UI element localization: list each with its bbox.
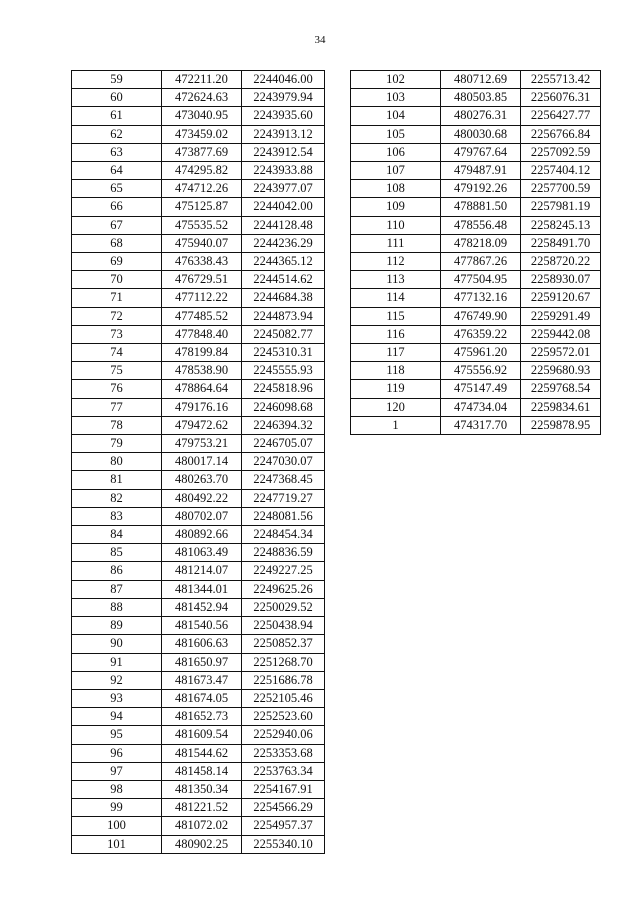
point-number-cell: 63	[72, 143, 162, 161]
table-row	[351, 107, 601, 125]
point-number-cell: 91	[72, 653, 162, 671]
x-coordinate-cell: 481544.62	[162, 744, 242, 762]
table-row	[72, 234, 325, 252]
x-coordinate-cell: 481652.73	[162, 708, 242, 726]
y-coordinate-cell: 2256766.84	[521, 125, 601, 143]
point-number-cell: 85	[72, 544, 162, 562]
x-coordinate-cell: 481650.97	[162, 653, 242, 671]
y-coordinate-cell: 2249227.25	[242, 562, 325, 580]
point-number-cell: 59	[72, 71, 162, 89]
table-row	[72, 216, 325, 234]
y-coordinate-cell: 2258491.70	[521, 234, 601, 252]
point-number-cell: 70	[72, 271, 162, 289]
table-row	[72, 507, 325, 525]
y-coordinate-cell: 2259120.67	[521, 289, 601, 307]
x-coordinate-cell: 475535.52	[162, 216, 242, 234]
y-coordinate-cell: 2256427.77	[521, 107, 601, 125]
y-coordinate-cell: 2259768.54	[521, 380, 601, 398]
y-coordinate-cell: 2251686.78	[242, 671, 325, 689]
y-coordinate-cell: 2244514.62	[242, 271, 325, 289]
x-coordinate-cell: 480492.22	[162, 489, 242, 507]
y-coordinate-cell: 2244236.29	[242, 234, 325, 252]
table-row	[72, 471, 325, 489]
point-number-cell: 96	[72, 744, 162, 762]
table-row	[351, 271, 601, 289]
point-number-cell: 118	[351, 362, 441, 380]
table-row	[72, 617, 325, 635]
y-coordinate-cell: 2258245.13	[521, 216, 601, 234]
y-coordinate-cell: 2244042.00	[242, 198, 325, 216]
y-coordinate-cell: 2259680.93	[521, 362, 601, 380]
x-coordinate-cell: 481350.34	[162, 780, 242, 798]
x-coordinate-cell: 478864.64	[162, 380, 242, 398]
x-coordinate-cell: 481540.56	[162, 617, 242, 635]
y-coordinate-cell: 2252105.46	[242, 689, 325, 707]
x-coordinate-cell: 479472.62	[162, 416, 242, 434]
x-coordinate-cell: 480276.31	[441, 107, 521, 125]
table-row	[72, 544, 325, 562]
point-number-cell: 60	[72, 89, 162, 107]
table-row	[351, 398, 601, 416]
point-number-cell: 103	[351, 89, 441, 107]
x-coordinate-cell: 477485.52	[162, 307, 242, 325]
table-row	[351, 416, 601, 434]
x-coordinate-cell: 472211.20	[162, 71, 242, 89]
table-row	[72, 453, 325, 471]
y-coordinate-cell: 2259878.95	[521, 416, 601, 434]
table-row	[351, 143, 601, 161]
y-coordinate-cell: 2259572.01	[521, 344, 601, 362]
y-coordinate-cell: 2243913.12	[242, 125, 325, 143]
y-coordinate-cell: 2253353.68	[242, 744, 325, 762]
point-number-cell: 113	[351, 271, 441, 289]
table-row	[72, 71, 325, 89]
table-row	[72, 489, 325, 507]
y-coordinate-cell: 2246705.07	[242, 435, 325, 453]
y-coordinate-cell: 2245310.31	[242, 344, 325, 362]
x-coordinate-cell: 478538.90	[162, 362, 242, 380]
x-coordinate-cell: 478199.84	[162, 344, 242, 362]
y-coordinate-cell: 2245818.96	[242, 380, 325, 398]
x-coordinate-cell: 478218.09	[441, 234, 521, 252]
point-number-cell: 107	[351, 162, 441, 180]
point-number-cell: 69	[72, 253, 162, 271]
point-number-cell: 76	[72, 380, 162, 398]
table-row	[351, 198, 601, 216]
x-coordinate-cell: 474734.04	[441, 398, 521, 416]
point-number-cell: 87	[72, 580, 162, 598]
y-coordinate-cell: 2244365.12	[242, 253, 325, 271]
x-coordinate-cell: 481221.52	[162, 799, 242, 817]
x-coordinate-cell: 480902.25	[162, 835, 242, 853]
x-coordinate-cell: 474317.70	[441, 416, 521, 434]
point-number-cell: 112	[351, 253, 441, 271]
y-coordinate-cell: 2247368.45	[242, 471, 325, 489]
table-row	[72, 435, 325, 453]
table-row	[72, 307, 325, 325]
y-coordinate-cell: 2250852.37	[242, 635, 325, 653]
table-row	[72, 526, 325, 544]
y-coordinate-cell: 2243977.07	[242, 180, 325, 198]
x-coordinate-cell: 480892.66	[162, 526, 242, 544]
x-coordinate-cell: 481609.54	[162, 726, 242, 744]
point-number-cell: 105	[351, 125, 441, 143]
point-number-cell: 79	[72, 435, 162, 453]
x-coordinate-cell: 480030.68	[441, 125, 521, 143]
y-coordinate-cell: 2259442.08	[521, 325, 601, 343]
point-number-cell: 64	[72, 162, 162, 180]
point-number-cell: 101	[72, 835, 162, 853]
point-number-cell: 106	[351, 143, 441, 161]
x-coordinate-cell: 479767.64	[441, 143, 521, 161]
x-coordinate-cell: 480017.14	[162, 453, 242, 471]
x-coordinate-cell: 480263.70	[162, 471, 242, 489]
table-row	[72, 325, 325, 343]
y-coordinate-cell: 2254167.91	[242, 780, 325, 798]
x-coordinate-cell: 475556.92	[441, 362, 521, 380]
x-coordinate-cell: 481452.94	[162, 598, 242, 616]
x-coordinate-cell: 477848.40	[162, 325, 242, 343]
point-number-cell: 117	[351, 344, 441, 362]
y-coordinate-cell: 2249625.26	[242, 580, 325, 598]
table-row	[72, 89, 325, 107]
y-coordinate-cell: 2245555.93	[242, 362, 325, 380]
table-row	[72, 380, 325, 398]
table-row	[351, 180, 601, 198]
x-coordinate-cell: 476338.43	[162, 253, 242, 271]
table-row	[72, 180, 325, 198]
y-coordinate-cell: 2252940.06	[242, 726, 325, 744]
point-number-cell: 84	[72, 526, 162, 544]
table-row	[72, 562, 325, 580]
y-coordinate-cell: 2243933.88	[242, 162, 325, 180]
y-coordinate-cell: 2258720.22	[521, 253, 601, 271]
y-coordinate-cell: 2253763.34	[242, 762, 325, 780]
x-coordinate-cell: 480702.07	[162, 507, 242, 525]
point-number-cell: 119	[351, 380, 441, 398]
table-row	[72, 780, 325, 798]
point-number-cell: 74	[72, 344, 162, 362]
point-number-cell: 65	[72, 180, 162, 198]
y-coordinate-cell: 2243935.60	[242, 107, 325, 125]
y-coordinate-cell: 2257700.59	[521, 180, 601, 198]
table-row	[351, 362, 601, 380]
table-row	[72, 598, 325, 616]
point-number-cell: 116	[351, 325, 441, 343]
x-coordinate-cell: 481458.14	[162, 762, 242, 780]
table-row	[72, 744, 325, 762]
table-row	[72, 162, 325, 180]
y-coordinate-cell: 2247030.07	[242, 453, 325, 471]
x-coordinate-cell: 474295.82	[162, 162, 242, 180]
x-coordinate-cell: 476359.22	[441, 325, 521, 343]
point-number-cell: 102	[351, 71, 441, 89]
point-number-cell: 77	[72, 398, 162, 416]
table-row	[72, 125, 325, 143]
point-number-cell: 73	[72, 325, 162, 343]
y-coordinate-cell: 2248081.56	[242, 507, 325, 525]
y-coordinate-cell: 2255340.10	[242, 835, 325, 853]
y-coordinate-cell: 2250029.52	[242, 598, 325, 616]
y-coordinate-cell: 2250438.94	[242, 617, 325, 635]
x-coordinate-cell: 473040.95	[162, 107, 242, 125]
y-coordinate-cell: 2255713.42	[521, 71, 601, 89]
x-coordinate-cell: 474712.26	[162, 180, 242, 198]
x-coordinate-cell: 476749.90	[441, 307, 521, 325]
y-coordinate-cell: 2244684.38	[242, 289, 325, 307]
x-coordinate-cell: 477112.22	[162, 289, 242, 307]
x-coordinate-cell: 475125.87	[162, 198, 242, 216]
point-number-cell: 95	[72, 726, 162, 744]
table-row	[72, 689, 325, 707]
page-number: 34	[314, 34, 326, 46]
point-number-cell: 88	[72, 598, 162, 616]
y-coordinate-cell: 2257981.19	[521, 198, 601, 216]
x-coordinate-cell: 481674.05	[162, 689, 242, 707]
point-number-cell: 115	[351, 307, 441, 325]
y-coordinate-cell: 2252523.60	[242, 708, 325, 726]
x-coordinate-cell: 478556.48	[441, 216, 521, 234]
table-row	[72, 835, 325, 853]
point-number-cell: 99	[72, 799, 162, 817]
point-number-cell: 109	[351, 198, 441, 216]
x-coordinate-cell: 481606.63	[162, 635, 242, 653]
point-number-cell: 104	[351, 107, 441, 125]
table-row	[72, 580, 325, 598]
y-coordinate-cell: 2258930.07	[521, 271, 601, 289]
table-row	[72, 762, 325, 780]
y-coordinate-cell: 2248836.59	[242, 544, 325, 562]
point-number-cell: 111	[351, 234, 441, 252]
x-coordinate-cell: 479487.91	[441, 162, 521, 180]
table-row	[351, 380, 601, 398]
table-row	[351, 162, 601, 180]
y-coordinate-cell: 2244873.94	[242, 307, 325, 325]
x-coordinate-cell: 475940.07	[162, 234, 242, 252]
point-number-cell: 114	[351, 289, 441, 307]
x-coordinate-cell: 481673.47	[162, 671, 242, 689]
table-row	[72, 653, 325, 671]
x-coordinate-cell: 481063.49	[162, 544, 242, 562]
point-number-cell: 67	[72, 216, 162, 234]
table-row	[351, 289, 601, 307]
table-row	[72, 362, 325, 380]
x-coordinate-cell: 479192.26	[441, 180, 521, 198]
y-coordinate-cell: 2246098.68	[242, 398, 325, 416]
x-coordinate-cell: 475961.20	[441, 344, 521, 362]
x-coordinate-cell: 480712.69	[441, 71, 521, 89]
point-number-cell: 98	[72, 780, 162, 798]
table-row	[72, 416, 325, 434]
table-row	[72, 198, 325, 216]
table-row	[72, 398, 325, 416]
y-coordinate-cell: 2248454.34	[242, 526, 325, 544]
table-row	[351, 307, 601, 325]
x-coordinate-cell: 476729.51	[162, 271, 242, 289]
x-coordinate-cell: 480503.85	[441, 89, 521, 107]
y-coordinate-cell: 2246394.32	[242, 416, 325, 434]
point-number-cell: 110	[351, 216, 441, 234]
y-coordinate-cell: 2254957.37	[242, 817, 325, 835]
point-number-cell: 72	[72, 307, 162, 325]
x-coordinate-cell: 481344.01	[162, 580, 242, 598]
y-coordinate-cell: 2256076.31	[521, 89, 601, 107]
table-row	[72, 143, 325, 161]
table-row	[72, 271, 325, 289]
point-number-cell: 97	[72, 762, 162, 780]
coordinates-table-left	[71, 70, 325, 854]
table-row	[72, 799, 325, 817]
table-row	[72, 289, 325, 307]
point-number-cell: 68	[72, 234, 162, 252]
table-row	[351, 325, 601, 343]
x-coordinate-cell: 477504.95	[441, 271, 521, 289]
table-row	[72, 817, 325, 835]
y-coordinate-cell: 2259291.49	[521, 307, 601, 325]
point-number-cell: 93	[72, 689, 162, 707]
x-coordinate-cell: 478881.50	[441, 198, 521, 216]
x-coordinate-cell: 481214.07	[162, 562, 242, 580]
point-number-cell: 89	[72, 617, 162, 635]
point-number-cell: 94	[72, 708, 162, 726]
table-row	[351, 253, 601, 271]
x-coordinate-cell: 481072.02	[162, 817, 242, 835]
point-number-cell: 92	[72, 671, 162, 689]
y-coordinate-cell: 2259834.61	[521, 398, 601, 416]
point-number-cell: 83	[72, 507, 162, 525]
y-coordinate-cell: 2254566.29	[242, 799, 325, 817]
point-number-cell: 62	[72, 125, 162, 143]
point-number-cell: 82	[72, 489, 162, 507]
y-coordinate-cell: 2251268.70	[242, 653, 325, 671]
y-coordinate-cell: 2243979.94	[242, 89, 325, 107]
point-number-cell: 90	[72, 635, 162, 653]
point-number-cell: 80	[72, 453, 162, 471]
table-row	[351, 216, 601, 234]
table-row	[351, 71, 601, 89]
table-row	[72, 671, 325, 689]
x-coordinate-cell: 479176.16	[162, 398, 242, 416]
x-coordinate-cell: 473877.69	[162, 143, 242, 161]
point-number-cell: 100	[72, 817, 162, 835]
x-coordinate-cell: 477867.26	[441, 253, 521, 271]
x-coordinate-cell: 477132.16	[441, 289, 521, 307]
y-coordinate-cell: 2245082.77	[242, 325, 325, 343]
table-row	[72, 107, 325, 125]
point-number-cell: 71	[72, 289, 162, 307]
point-number-cell: 120	[351, 398, 441, 416]
x-coordinate-cell: 473459.02	[162, 125, 242, 143]
point-number-cell: 108	[351, 180, 441, 198]
table-row	[351, 89, 601, 107]
table-row	[72, 253, 325, 271]
x-coordinate-cell: 479753.21	[162, 435, 242, 453]
point-number-cell: 61	[72, 107, 162, 125]
coordinates-table-right	[350, 70, 601, 435]
table-row	[72, 708, 325, 726]
table-row	[351, 125, 601, 143]
point-number-cell: 78	[72, 416, 162, 434]
y-coordinate-cell: 2247719.27	[242, 489, 325, 507]
table-row	[72, 635, 325, 653]
table-row	[351, 344, 601, 362]
point-number-cell: 66	[72, 198, 162, 216]
y-coordinate-cell: 2257092.59	[521, 143, 601, 161]
table-row	[351, 234, 601, 252]
y-coordinate-cell: 2244128.48	[242, 216, 325, 234]
point-number-cell: 75	[72, 362, 162, 380]
point-number-cell: 86	[72, 562, 162, 580]
point-number-cell: 81	[72, 471, 162, 489]
x-coordinate-cell: 472624.63	[162, 89, 242, 107]
y-coordinate-cell: 2244046.00	[242, 71, 325, 89]
point-number-cell: 1	[351, 416, 441, 434]
table-row	[72, 726, 325, 744]
table-row	[72, 344, 325, 362]
y-coordinate-cell: 2243912.54	[242, 143, 325, 161]
y-coordinate-cell: 2257404.12	[521, 162, 601, 180]
x-coordinate-cell: 475147.49	[441, 380, 521, 398]
